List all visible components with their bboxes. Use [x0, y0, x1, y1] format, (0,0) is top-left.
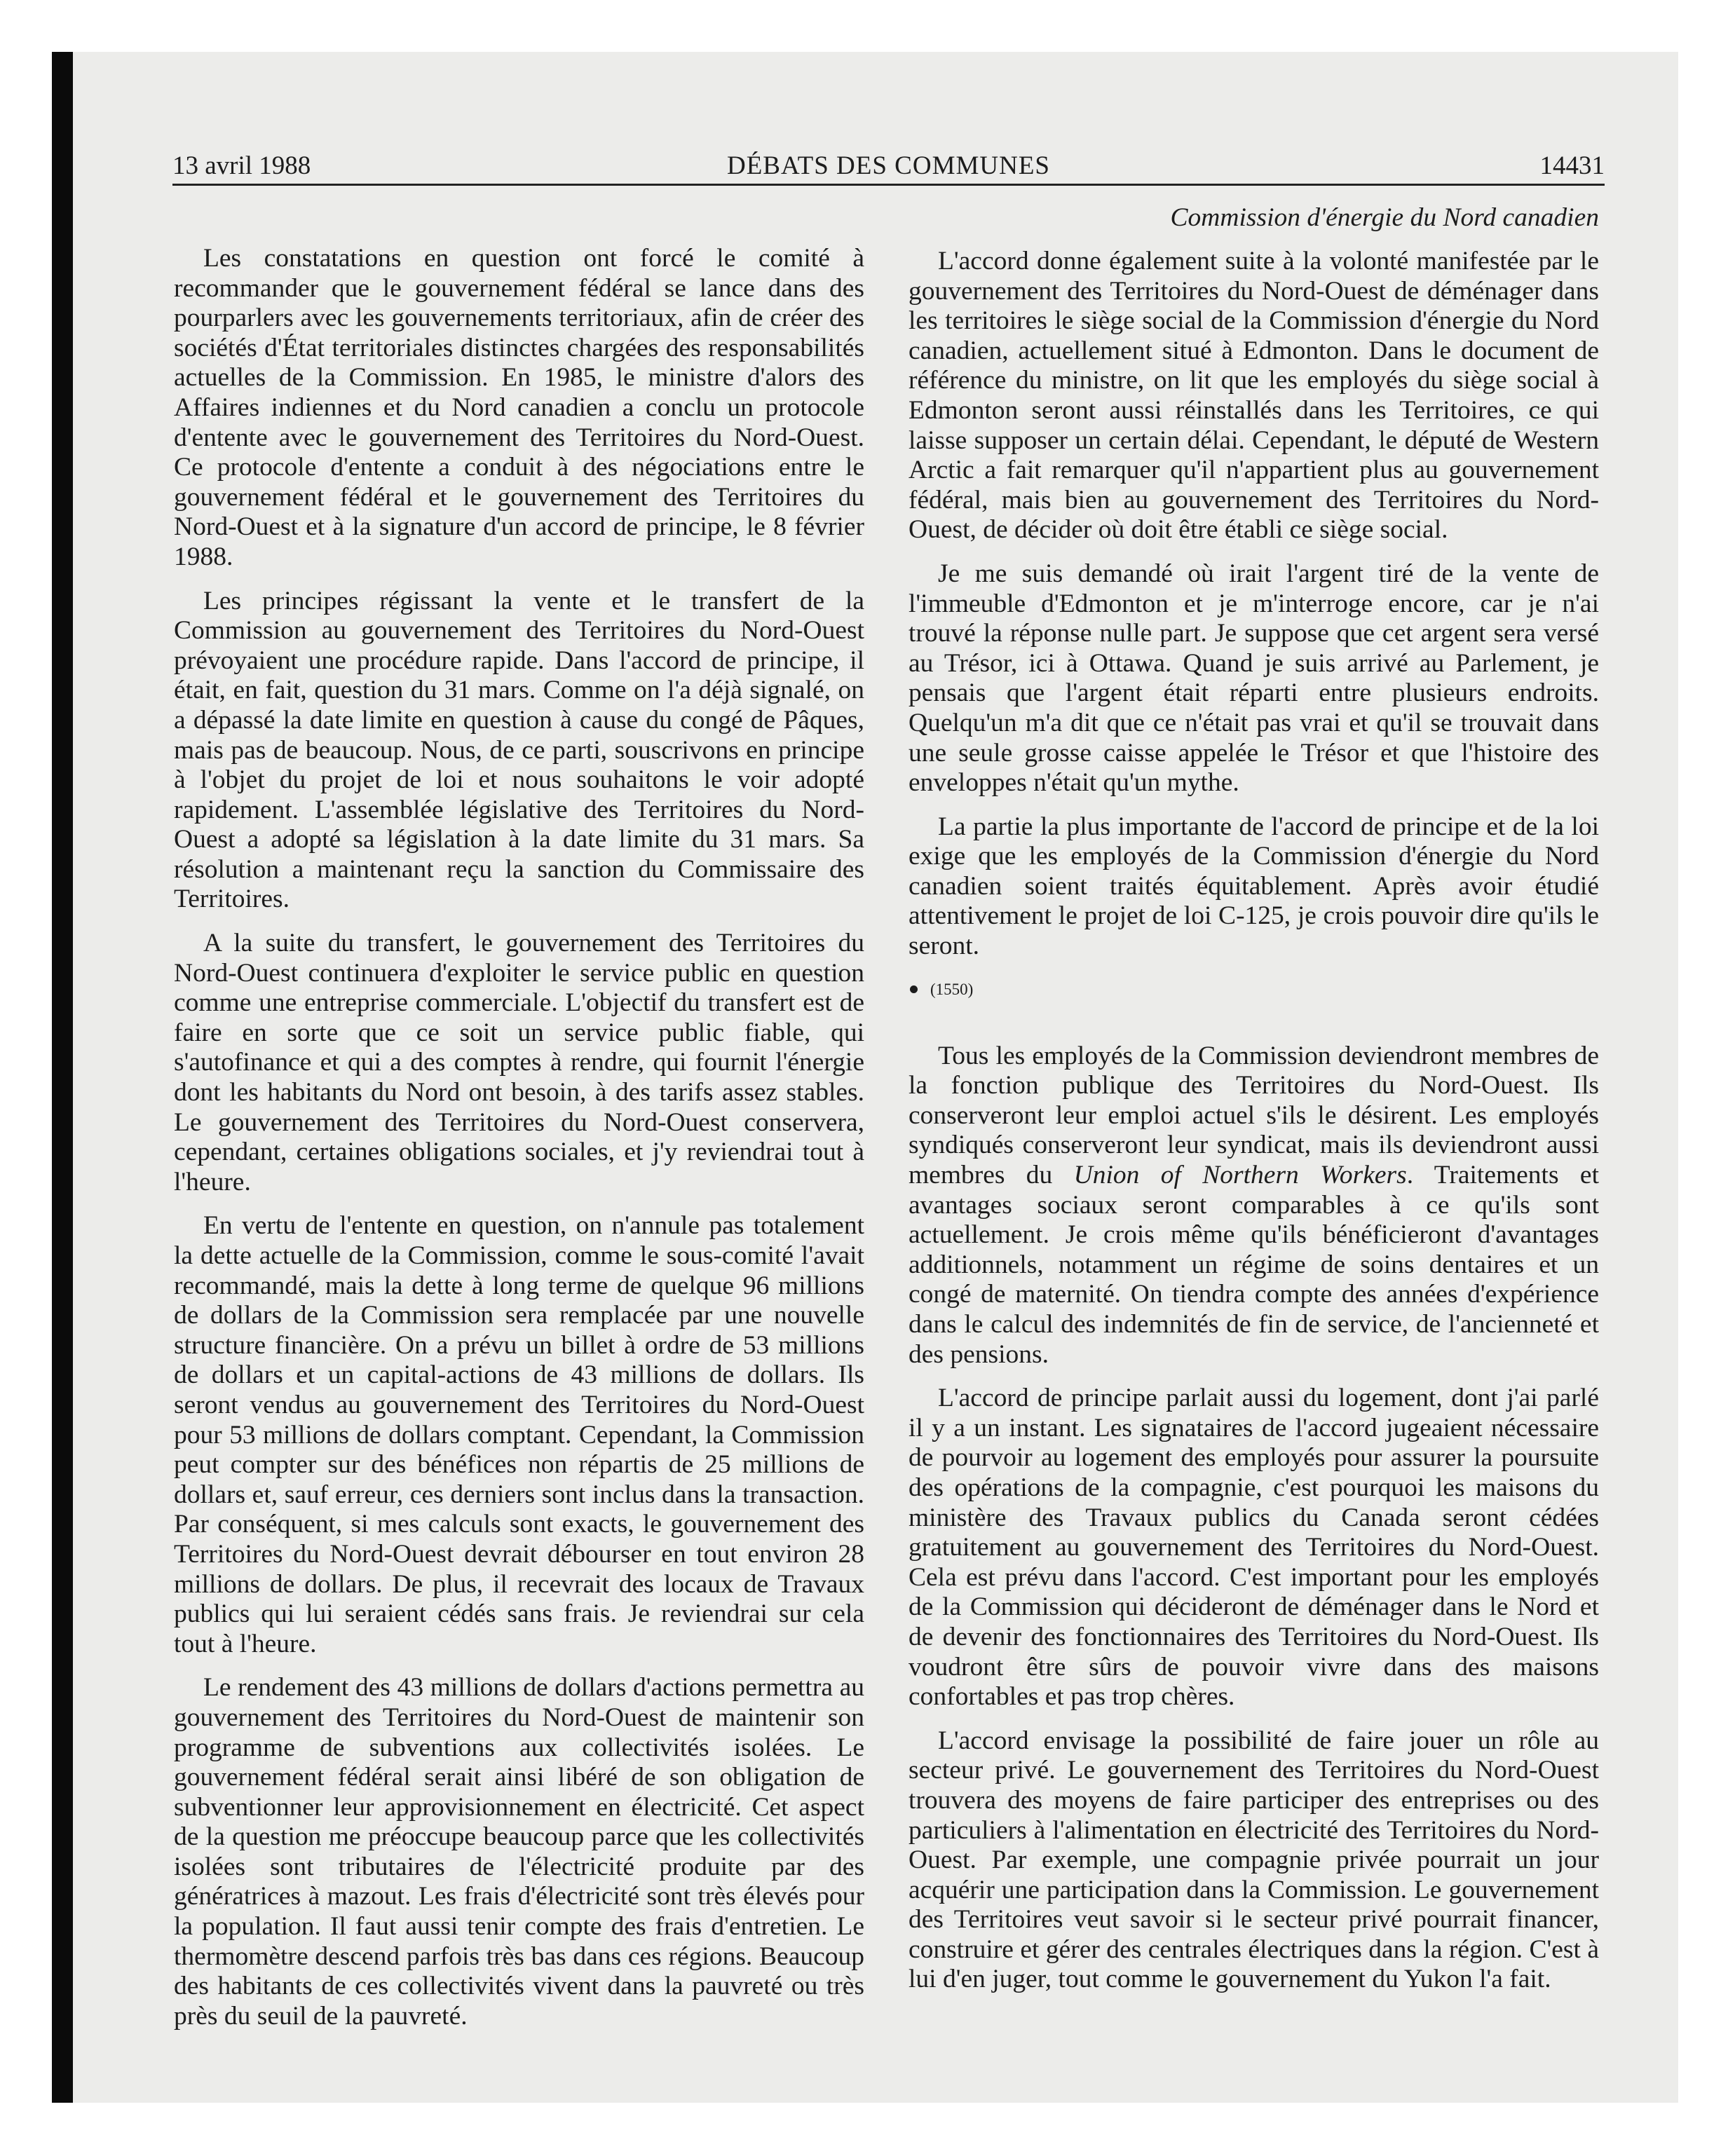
paragraph — [909, 1042, 1599, 1370]
time-stamp — [909, 976, 1599, 1004]
header-title: DÉBATS DES COMMUNES — [726, 151, 1050, 180]
paragraph: L'accord donne également suite à la volonté manifestée par le gouvernement des Territoires du Nord-Ouest de déménager dans les territoires le siège social de la Commission d'énergie du Nord canadien, actuellement situé à Edmonton. Dans le document de référence du ministre, on lit que les employés du siège social à Edmonton seront aussi réinstallés dans les Territoires, ce qui laisse supposer un certain délai. Cependant, le député de Western Arctic a fait remarquer qu'il n'appartient plus au gouvernement fédéral, mais bien au gouvernement des Territoires du Nord-Ouest, de décider où doit être établi ce siège social. — [909, 247, 1599, 545]
bullet-icon — [910, 985, 918, 993]
header-page-number: 14431 — [1539, 151, 1605, 180]
header-date: 13 avril 1988 — [172, 151, 311, 180]
paragraph-text: Tous les employés de la Commission deviendront membres de la fonction publique des Territoires du Nord-Ouest. Ils conserveront leur emploi actuel s'ils le désirent. Les employés syndiqués conserveront leur syndicat, mais ils deviendront aussi membres du — [909, 1041, 1599, 1190]
paragraph: Le rendement des 43 millions de dollars d'actions permettra au gouvernement des Territoires du Nord-Ouest de maintenir son programme de subventions aux collectivités isolées. Le gouvernement fédéral serait ainsi libéré de son obligation de subventionner leur approvisionnement en électricité. Cet aspect de la question me préoccupe beaucoup parce que les collectivités isolées sont tributaires de l'électricité produite par des génératrices à mazout. Les frais d'électricité sont très élevés pour la population. Il faut aussi tenir compte des frais d'entretien. Le thermomètre descend parfois très bas dans ces régions. Beaucoup des habitants de ces collectivités vivent dans la pauvreté ou très près du seuil de la pauvreté. — [174, 1673, 864, 2031]
paragraph: Les principes régissant la vente et le transfert de la Commission au gouvernement des Territoires du Nord-Ouest prévoyaient une procédure rapide. Dans l'accord de principe, il était, en fait, question du 31 mars. Comme on l'a déjà signalé, on a dépassé la date limite en question à cause du congé de Pâques, mais pas de beaucoup. Nous, de ce parti, souscrivons en principe à l'objet du projet de loi et nous souhaitons le voir adopté rapidement. L'assemblée législative des Territoires du Nord-Ouest a adopté sa législation à la date limite du 31 mars. Sa résolution a maintenant reçu la sanction du Commissaire des Territoires. — [174, 586, 864, 914]
left-column — [174, 203, 864, 2045]
paragraph: Je me suis demandé où irait l'argent tiré de la vente de l'immeuble d'Edmonton et je m'interroge encore, car je n'ai trouvé la réponse nulle part. Je suppose que cet argent sera versé au Trésor, ici à Ottawa. Quand je suis arrivé au Parlement, je pensais que l'argent était réparti entre plusieurs endroits. Quelqu'un m'a dit que ce n'était pas vrai et qu'il se trouvait dans une seule grosse caisse appelée le Trésor et que l'histoire des enveloppes n'était qu'un mythe. — [909, 559, 1599, 798]
section-heading: Commission d'énergie du Nord canadien — [1170, 203, 1599, 232]
paragraph: L'accord envisage la possibilité de faire jouer un rôle au secteur privé. Le gouvernement des Territoires du Nord-Ouest trouvera des moyens de faire participer des entreprises ou des particuliers à l'alimentation en électricité des Territoires du Nord-Ouest. Par exemple, une compagnie privée pourrait un jour acquérir une participation dans la Commission. Le gouvernement des Territoires veut savoir si le secteur privé pourrait financer, construire et gérer des centrales électriques dans la région. C'est à lui d'en juger, tout comme le gouvernement du Yukon l'a fait. — [909, 1726, 1599, 1994]
header-rule — [172, 184, 1605, 186]
paragraph: A la suite du transfert, le gouvernement des Territoires du Nord-Ouest continuera d'exploiter le service public en question comme une entreprise commerciale. L'objectif du transfert est de faire en sorte que ce soit un service public fiable, qui s'autofinance et qui a des comptes à rendre, qui fournit l'énergie dont les habitants du Nord ont besoin, à des tarifs assez stables. Le gouvernement des Territoires du Nord-Ouest conservera, cependant, certaines obligations sociales, et j'y reviendrai tout à l'heure. — [174, 929, 864, 1196]
running-header — [172, 149, 1605, 184]
scan-binding-edge — [52, 52, 73, 2103]
paragraph-text: . Traitements et avantages sociaux seront comparables à ce qu'ils sont actuellement. Je crois même qu'ils bénéficieront d'avantages additionnels, notamment un régime de soins dentaires et un congé de maternité. On tiendra compte des années d'expérience dans le calcul des indemnités de fin de service, de l'ancienneté et des pensions. — [909, 1161, 1599, 1369]
time-stamp-text: (1550) — [930, 980, 974, 998]
union-name: Union of Northern Workers — [1073, 1161, 1407, 1190]
paragraph: L'accord de principe parlait aussi du logement, dont j'ai parlé il y a un instant. Les signataires de l'accord jugeaient nécessaire de pourvoir au logement des employés pour assurer la poursuite des opérations de la compagnie, c'est pourquoi les maisons du ministère des Travaux publics du Canada seront cédées gratuitement au gouvernement des Territoires du Nord-Ouest. Cela est prévu dans l'accord. C'est important pour les employés de la Commission qui décideront de déménager dans le Nord et de devenir des fonctionnaires des Territoires du Nord-Ouest. Ils voudront être sûrs de pouvoir vivre dans des maisons confortables et pas trop chères. — [909, 1384, 1599, 1712]
paragraph: La partie la plus importante de l'accord de principe et de la loi exige que les employés de la Commission d'énergie du Nord canadien soient traités équitablement. Après avoir étudié attentivement le projet de loi C-125, je crois pouvoir dire qu'ils le seront. — [909, 812, 1599, 961]
paragraph: En vertu de l'entente en question, on n'annule pas totalement la dette actuelle de la Commission, comme le sous-comité l'avait recommandé, mais la dette à long terme de quelque 96 millions de dollars de la Commission sera remplacée par une nouvelle structure financière. On a prévu un billet à ordre de 53 millions de dollars et un capital-actions de 43 millions de dollars. Ils seront vendus au gouvernement des Territoires du Nord-Ouest pour 53 millions de dollars comptant. Cependant, la Commission peut compter sur des bénéfices non répartis de 25 millions de dollars et, sauf erreur, ces derniers sont inclus dans la transaction. Par conséquent, si mes calculs sont exacts, le gouvernement des Territoires du Nord-Ouest devrait débourser en tout environ 28 millions de dollars. De plus, il recevrait des locaux de Travaux publics qui lui seraient cédés sans frais. Je reviendrai sur cela tout à l'heure. — [174, 1211, 864, 1658]
paragraph: Les constatations en question ont forcé le comité à recommander que le gouvernement fédéral se lance dans des pourparlers avec les gouvernements territoriaux, afin de créer des sociétés d'État territoriales distinctes chargées des responsabilités actuelles de la Commission. En 1985, le ministre d'alors des Affaires indiennes et du Nord canadien a conclu un protocole d'entente avec le gouvernement des Territoires du Nord-Ouest. Ce protocole d'entente a conduit à des négociations entre le gouvernement fédéral et le gouvernement des Territoires du Nord-Ouest et à la signature d'un accord de principe, le 8 février 1988. — [174, 244, 864, 571]
right-column — [909, 203, 1599, 2009]
